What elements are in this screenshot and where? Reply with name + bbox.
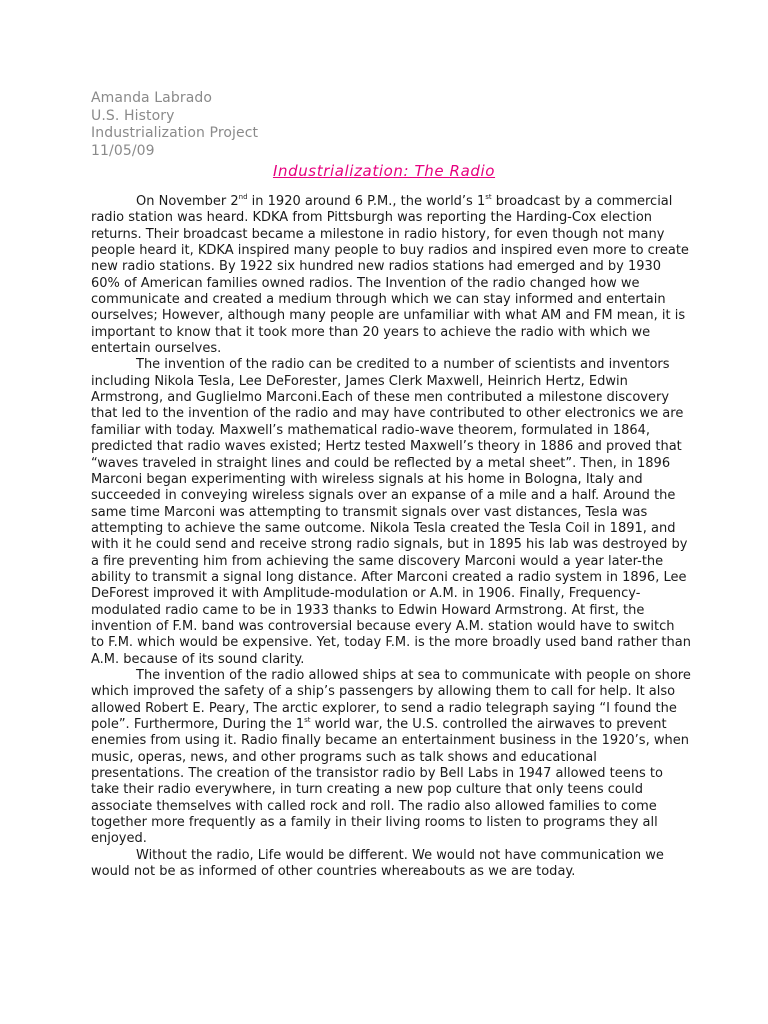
paragraph-inventors: The invention of the radio can be credited to a number of scientists and inventors including Nikola Tesla, Lee DeForester, James Clerk Maxwell, Heinrich Hertz, Edwin Armstrong, and Guglielmo Marconi.Each of these men contributed a milestone discovery that led to the invention of the radio and may have contributed to other electronics we are familiar with today. Maxwell’s mathematical radio-wave theorem, formulated in 1864, predicted that radio waves existed; Hertz tested Maxwell’s theory in 1886 and proved that “waves traveled in straight lines and could be reflected by a metal sheet”. Then, in 1896 Marconi began experimenting with wireless signals at his home in Bologna, Italy and succeeded in conveying wireless signals over an expanse of a mile and a half. Around the same time Marconi was attempting to transmit signals over vast distances, Tesla was attempting to achieve the same outcome. Nikola Tesla created the Tesla Coil in 1891, and with it he could send and receive strong radio signals, but in 1895 his lab was destroyed by a fire preventing him from achieving the same discovery Marconi would a year later-the ability to transmit a signal long distance. After Marconi created a radio system in 1896, Lee DeForest improved it with Amplitude-modulation or A.M. in 1906. Finally, Frequency-modulated radio came to be in 1933 thanks to Edwin Howard Armstrong. At first, the invention of F.M. band was controversial because every A.M. station would have to switch to F.M. which would be expensive. Yet, today F.M. is the more broadly used band rather than A.M. because of its sound clarity.	[91, 357, 691, 667]
document-title: Industrialization: The Radio	[272, 162, 496, 180]
course-name: U.S. History	[91, 107, 175, 124]
project-name: Industrialization Project	[91, 125, 259, 141]
document-body	[91, 194, 691, 880]
author-name: Amanda Labrado	[91, 90, 213, 106]
paragraph-impact: The invention of the radio allowed ships at sea to communicate with people on shore which improved the safety of a ship’s passengers by allowing them to call for help. It also allowed Robert E. Peary, The arctic explorer, to send a radio telegraph saying “I found the pole”. Furthermore, During the 1st world war, the U.S. controlled the airwaves to prevent enemies from using it. Radio finally became an entertainment business in the 1920’s, when music, operas, news, and other programs such as talk shows and educational presentations. The creation of the transistor radio by Bell Labs in 1947 allowed teens to take their radio everywhere, in turn creating a new pop culture that only teens could associate themselves with called rock and roll. The radio also allowed families to come together more frequently as a family in their living rooms to listen to programs they all enjoyed.	[91, 667, 691, 847]
document-header	[91, 90, 258, 160]
paragraph-intro: On November 2nd in 1920 around 6 P.M., the world’s 1st broadcast by a commercial radio station was heard. KDKA from Pittsburgh was reporting the Harding-Cox election returns. Their broadcast became a milestone in radio history, for even though not many people heard it, KDKA inspired many people to buy radios and inspired even more to create new radio stations. By 1922 six hundred new radios stations had emerged and by 1930 60% of American families owned radios. The Invention of the radio changed how we communicate and created a medium through which we can stay informed and entertain ourselves; However, although many people are unfamiliar with what AM and FM mean, it is important to know that it took more than 20 years to achieve the radio with which we entertain ourselves.	[91, 193, 689, 357]
paragraph-conclusion: Without the radio, Life would be different. We would not have communication we would not be as informed of other countries whereabouts as we are today.	[91, 847, 664, 880]
document-date: 11/05/09	[91, 142, 155, 159]
